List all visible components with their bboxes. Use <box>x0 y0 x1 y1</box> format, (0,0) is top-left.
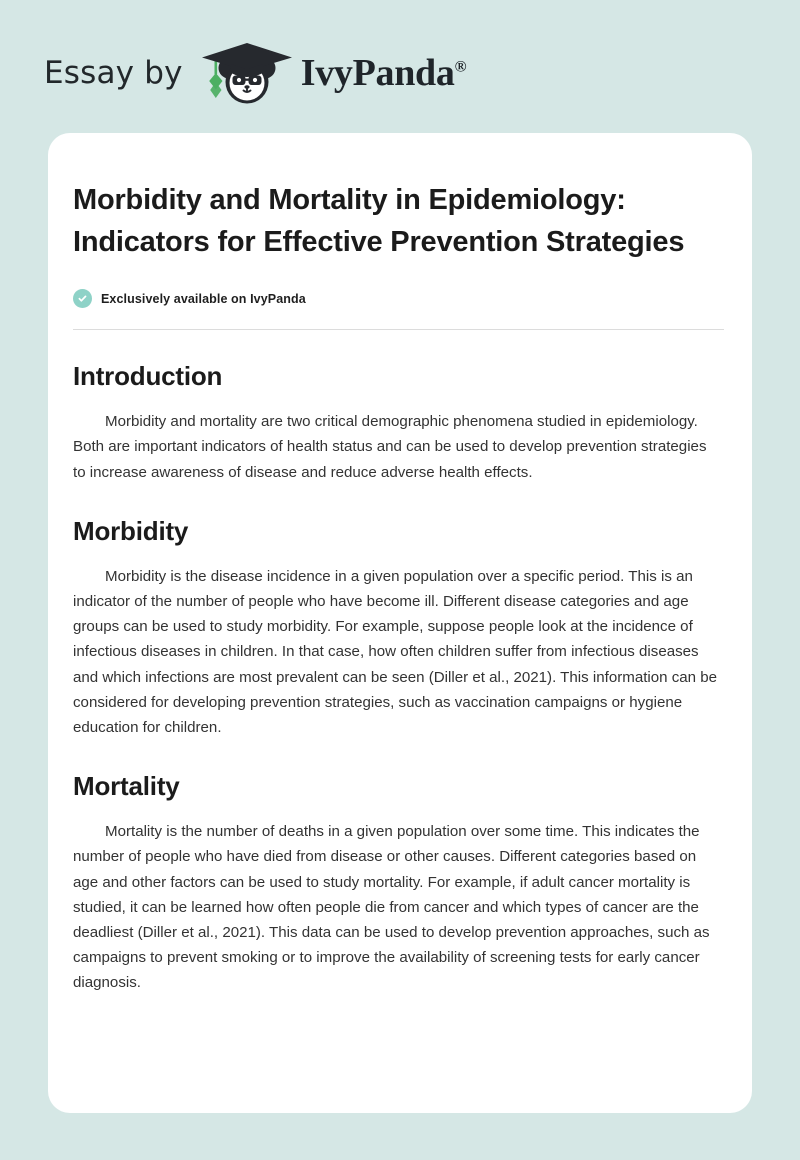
essay-by-label: Essay by <box>44 54 183 91</box>
section-heading: Morbidity <box>73 515 189 546</box>
check-circle-icon <box>73 289 92 308</box>
section-heading: Introduction <box>73 361 223 392</box>
section-paragraph: Morbidity is the disease incidence in a given population over a specific period. This is an indicator of the number of people who have become ill. Different disease categories and age groups can be used to study morbidity. For example, suppose people look at the incidence of infectious diseases in children. In that case, how often children suffer from infectious diseases and which infections are most prevalent can be seen (Diller et al., 2021). This information can be considered for developing prevention strategies, such as vaccination campaigns or hygiene education for children. <box>73 567 718 736</box>
section-mortality <box>73 771 723 995</box>
wordmark-text: IvyPanda <box>300 52 455 94</box>
header-divider <box>73 329 724 330</box>
registered-trademark-icon: ® <box>454 58 467 76</box>
document-body <box>73 179 723 996</box>
panda-graduate-logo-icon <box>193 40 297 106</box>
exclusivity-badge <box>73 289 723 308</box>
ivypanda-wordmark <box>301 54 467 92</box>
brand-header <box>44 42 467 104</box>
section-heading: Mortality <box>73 771 180 802</box>
section-paragraph: Mortality is the number of deaths in a given population over some time. This indicates the number of people who have died from disease or other causes. Different categories based on age and other factors can be used to study mortality. For example, if adult cancer mortality is studied, it can be learned how often people die from cancer and which types of cancer are the deadliest (Diller et al., 2021). This data can be used to develop prevention approaches, such as campaigns to prevent smoking or to improve the availability of screening tests for early cancer diagnosis. <box>73 823 710 992</box>
section-paragraph: Morbidity and mortality are two critical demographic phenomena studied in epidemiology. Both are important indicators of health status and can be used to develop prevention strategies to increase awareness of disease and reduce adverse health effects. <box>73 413 707 481</box>
section-introduction <box>73 361 723 485</box>
exclusivity-badge-label: Exclusively available on IvyPanda <box>101 291 306 306</box>
essay-paper-card <box>48 133 752 1113</box>
section-morbidity <box>73 516 723 740</box>
page-title: Morbidity and Mortality in Epidemiology: Indicators for Effective Prevention Strategies <box>73 184 685 259</box>
